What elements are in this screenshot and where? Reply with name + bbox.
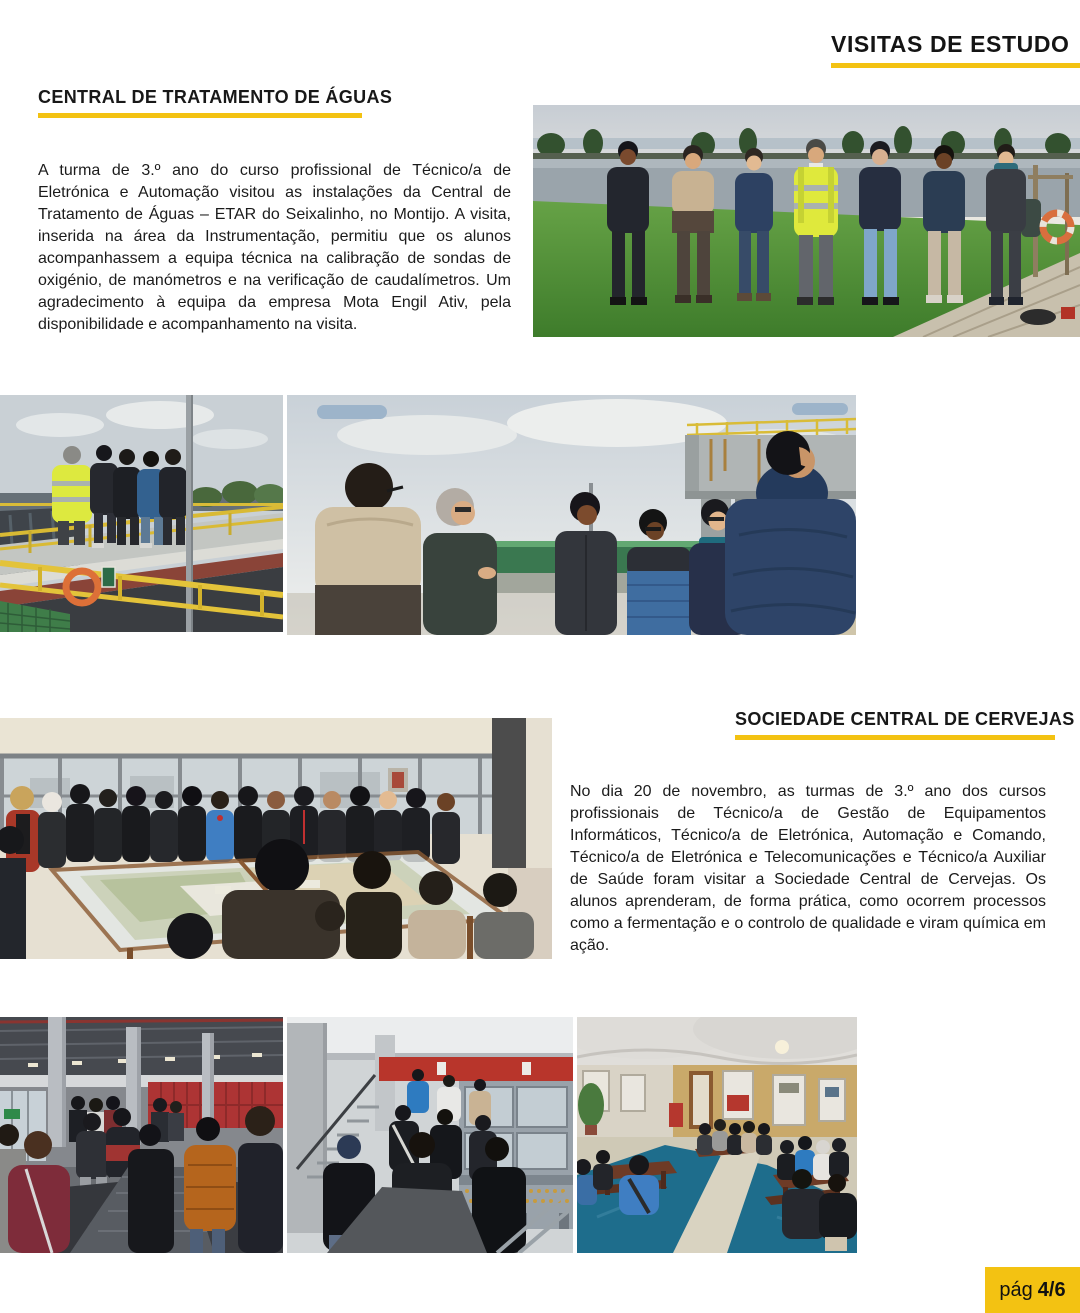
section-heading-aguas-text: CENTRAL DE TRATAMENTO DE ÁGUAS [38,87,393,107]
section-heading-cervejas [735,709,1075,740]
section-heading-aguas [38,87,393,118]
photo-etar-walkway [0,395,283,632]
section-heading-aguas-underline [38,113,362,118]
page-title-underline [831,63,1080,68]
photo-etar-talk [287,395,856,635]
page-title-text: VISITAS DE ESTUDO [831,31,1070,57]
page-badge-value: 4/6 [1037,1278,1066,1301]
section-heading-cervejas-underline [735,735,1055,740]
page-badge-label: pág [999,1278,1033,1301]
photo-factory-walkway [0,1017,283,1253]
paragraph-cervejas: No dia 20 de novembro, as turmas de 3.º ano dos cursos profissionais de Técnico/a de Gestão de Equipamentos Informáticos, Técnico/a de Eletrónica, Automação e Comando, Técnico/a de Eletrónica e Telecomunicações e Técnico/a Auxiliar de Saúde foram visitar a Sociedade Central de Cervejas. Os alunos aprenderam, de forma prática, como ocorrem processos como a fermentação e o controlo de qualidade e viram química em ação. [570,783,1046,954]
photo-bottling-line [287,1017,573,1253]
page-title [831,31,1080,68]
paragraph-aguas: A turma de 3.º ano do curso profissional de Técnico/a de Eletrónica e Automação visitou as instalações da Central de Tratamento de Águas – ETAR do Seixalinho, no Montijo. A visita, inserida na área da Instrumentação, permitiu que os alunos acompanhassem a equipa técnica na calibração de sondas de oxigénio, de manómetros e na verificação de caudalímetros. Um agradecimento à equipa da empresa Mota Engil Ativ, pela disponibilidade e acompanhamento na visita. [38,162,511,333]
photo-brewery-model [0,718,552,959]
section-heading-cervejas-text: SOCIEDADE CENTRAL DE CERVEJAS [735,709,1075,729]
page-number-badge [985,1267,1080,1313]
photo-canteen [577,1017,857,1253]
photo-etar-group [533,105,1080,337]
